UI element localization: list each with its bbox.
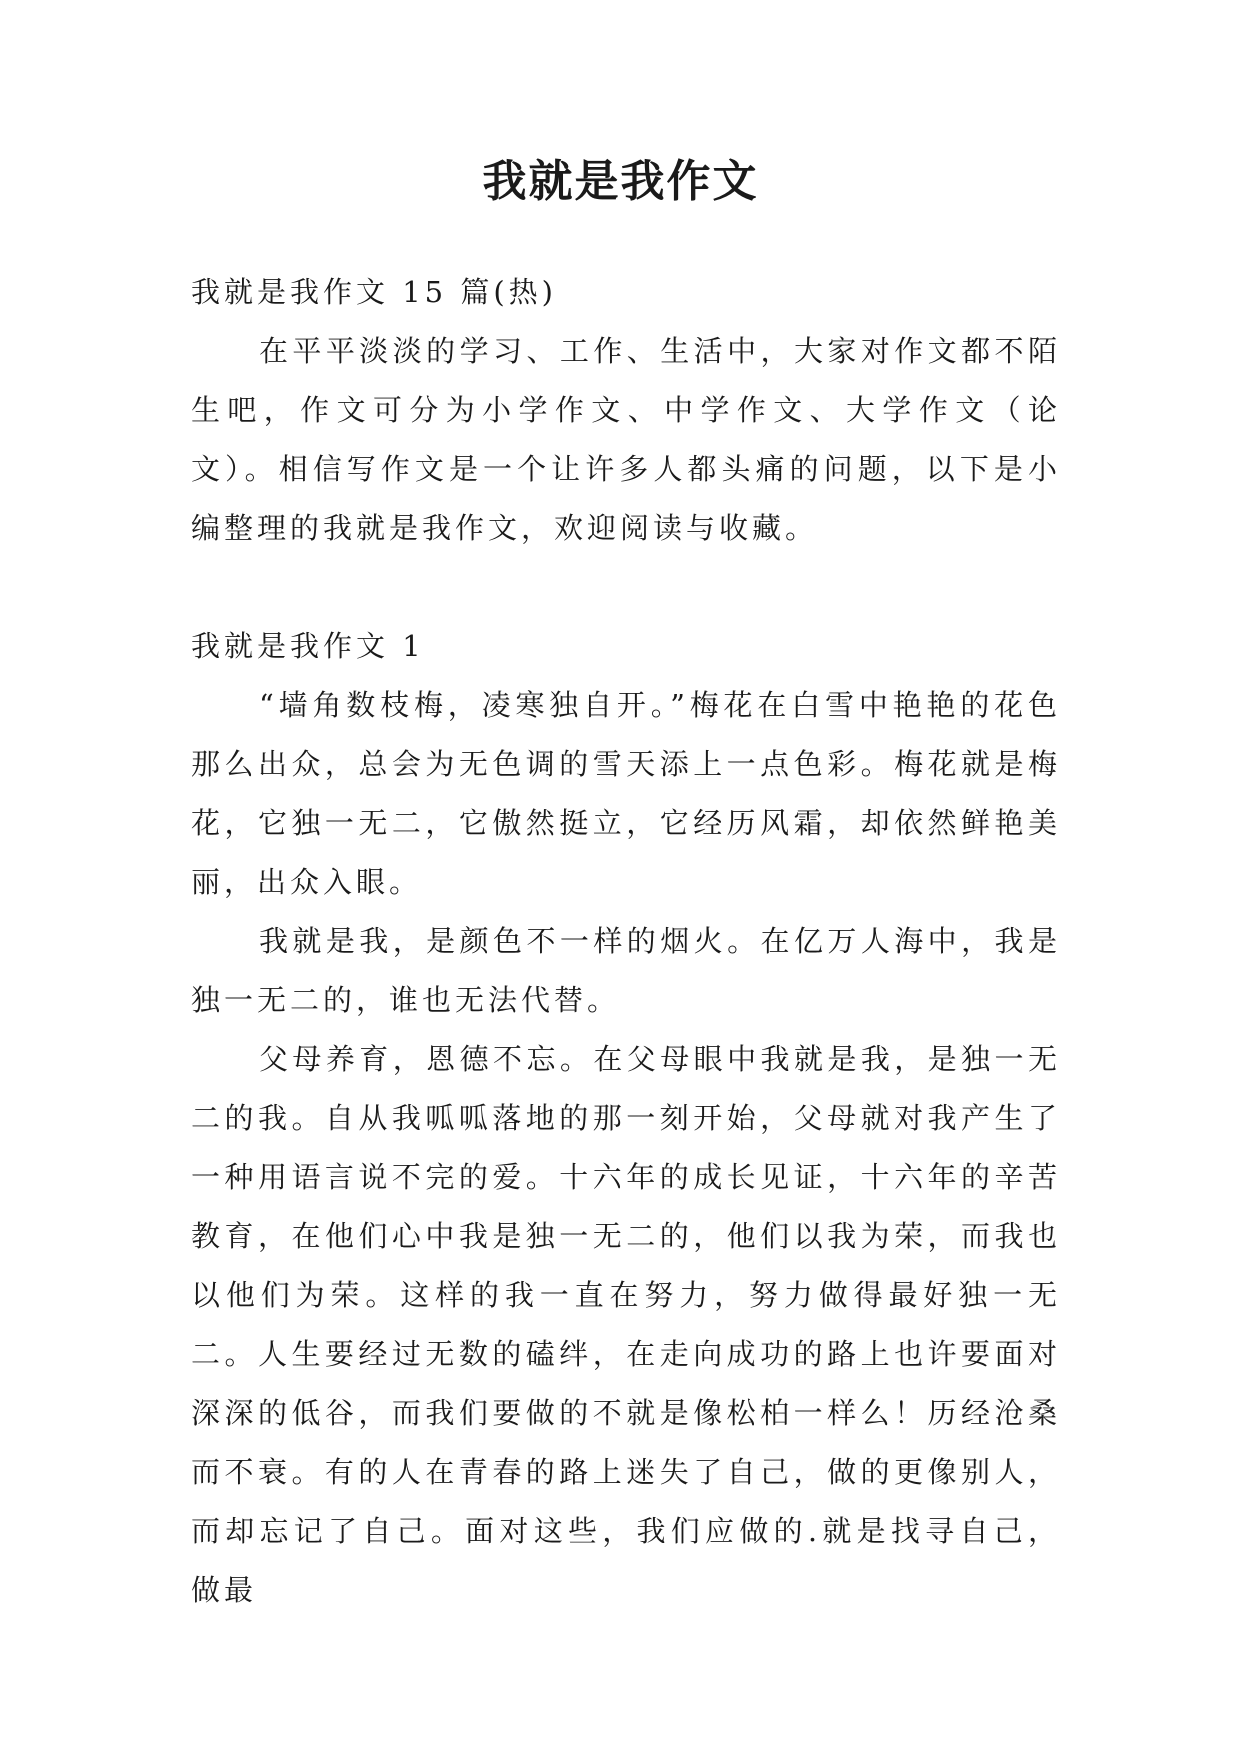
page-title: 我就是我作文 [482, 156, 759, 207]
paragraph: “墙角数枝梅，凌寒独自开。”梅花在白雪中艳艳的花色那么出众，总会为无色调的雪天添上一点色彩。梅花就是梅花，它独一无二，它傲然挺立，它经历风霜，却依然鲜艳美丽，出众入眼。 [191, 688, 1061, 899]
section-heading: 我就是我作文 1 [191, 629, 425, 663]
section-spacer [191, 558, 1061, 617]
intro-paragraph: 在平平淡淡的学习、工作、生活中，大家对作文都不陌生吧，作文可分为小学作文、中学作文、大学作文（论文）。相信写作文是一个让许多人都头痛的问题，以下是小编整理的我就是我作文，欢迎阅读与收藏。 [191, 334, 1061, 545]
document-subtitle: 我就是我作文 15 篇(热) [191, 275, 557, 309]
document-body [191, 263, 1061, 1620]
paragraph: 父母养育，恩德不忘。在父母眼中我就是我，是独一无二的我。自从我呱呱落地的那一刻开始，父母就对我产生了一种用语言说不完的爱。十六年的成长见证，十六年的辛苦教育，在他们心中我是独一无二的，他们以我为荣，而我也以他们为荣。这样的我一直在努力，努力做得最好独一无二。人生要经过无数的磕绊，在走向成功的路上也许要面对深深的低谷，而我们要做的不就是像松柏一样么！历经沧桑而不衰。有的人在青春的路上迷失了自己，做的更像别人，而却忘记了自己。面对这些，我们应做的.就是找寻自己，做最 [191, 1042, 1061, 1607]
paragraph: 我就是我，是颜色不一样的烟火。在亿万人海中，我是独一无二的，谁也无法代替。 [191, 924, 1061, 1017]
